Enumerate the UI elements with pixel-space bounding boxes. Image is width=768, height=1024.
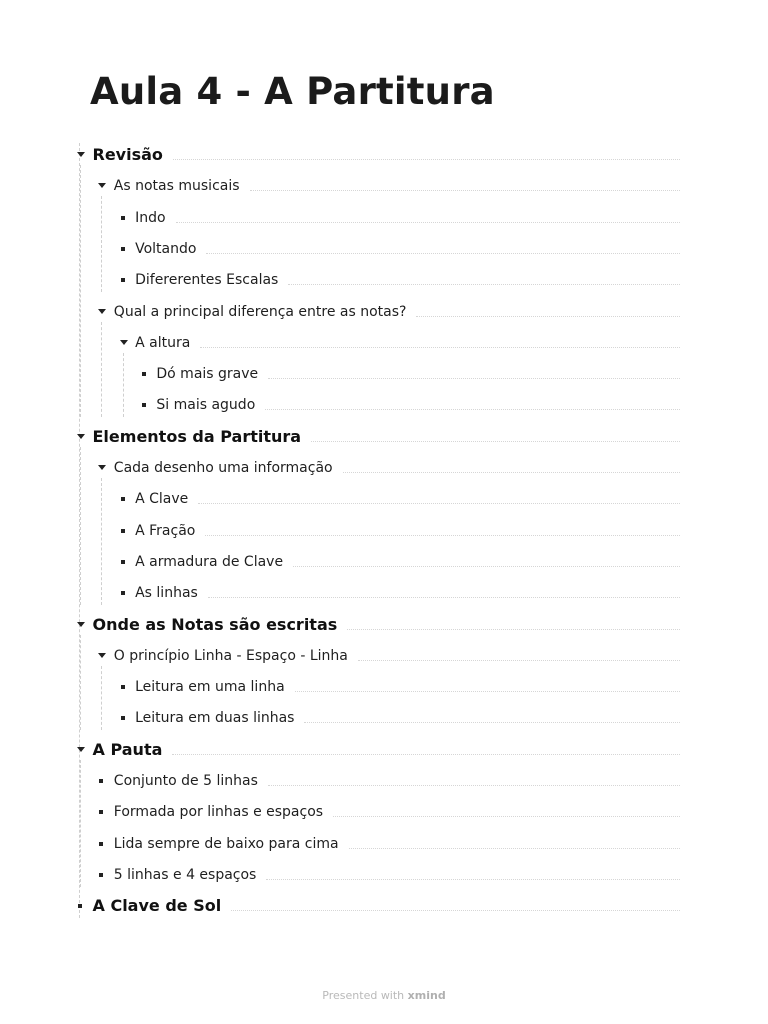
outline-subtopic[interactable] — [0, 579, 768, 607]
outline-subtopic[interactable] — [0, 861, 768, 889]
outline-item-label: Conjunto de 5 linhas — [113, 773, 258, 789]
outline-subtopic[interactable] — [0, 485, 768, 513]
row-divider — [333, 816, 680, 817]
footer — [0, 989, 768, 1002]
outline-subtopic[interactable] — [0, 798, 768, 826]
outline-topic[interactable] — [0, 892, 768, 920]
collapse-toggle-icon[interactable] — [97, 307, 107, 317]
outline-item-label: Revisão — [92, 145, 163, 164]
outline-item-label: Voltando — [135, 240, 197, 257]
bullet-icon — [99, 842, 103, 846]
outline-item-label: Qual a principal diferença entre as notas? — [113, 303, 407, 320]
outline-topic[interactable] — [0, 611, 768, 639]
outline-item-label: Elementos da Partitura — [92, 426, 302, 446]
bullet-icon — [121, 216, 125, 220]
row-divider — [198, 503, 680, 504]
bullet-icon — [121, 685, 125, 689]
bullet-icon — [121, 560, 125, 564]
collapse-toggle-icon[interactable] — [76, 745, 86, 755]
tree-guide-line — [101, 322, 102, 418]
outline-subtopic[interactable] — [0, 548, 768, 576]
outline-item-label: A altura — [135, 334, 191, 351]
tree-guide-line — [80, 165, 81, 417]
outline-item-label: A Clave de Sol — [92, 896, 222, 916]
outline-topic[interactable] — [0, 736, 768, 764]
outline-item-label: 5 linhas e 4 espaços — [113, 866, 257, 883]
outline-subtopic[interactable] — [0, 830, 768, 858]
outline-subtopic[interactable] — [0, 329, 768, 357]
bullet-icon — [121, 497, 125, 501]
outline-subtopic[interactable] — [0, 704, 768, 732]
outline-subtopic[interactable] — [0, 673, 768, 701]
tree-guide-line — [123, 353, 124, 418]
outline-item-label: Formada por linhas e espaços — [113, 804, 324, 821]
outline-item-label: Dó mais grave — [156, 366, 259, 383]
row-divider — [206, 253, 680, 254]
outline-item-label: A Clave — [135, 491, 189, 508]
collapse-toggle-icon[interactable] — [119, 338, 129, 348]
row-divider — [358, 660, 680, 661]
outline-item-label: Difererentes Escalas — [135, 272, 279, 289]
outline-item-label: Cada desenho uma informação — [113, 460, 333, 476]
outline-item-label: Si mais agudo — [156, 397, 256, 414]
tree-guide-line — [80, 635, 81, 731]
bullet-icon — [142, 403, 146, 407]
outline-item-label: Leitura em uma linha — [135, 679, 285, 696]
collapse-toggle-icon[interactable] — [76, 150, 86, 160]
tree-guide-line — [101, 666, 102, 731]
row-divider — [349, 848, 680, 849]
row-divider — [295, 691, 680, 692]
outline-subtopic[interactable] — [0, 266, 768, 294]
collapse-toggle-icon[interactable] — [97, 181, 107, 191]
tree-guide-line — [101, 478, 102, 605]
outline-topic[interactable] — [0, 141, 768, 169]
outline-subtopic[interactable] — [0, 767, 768, 795]
outline-item-label: A Fração — [135, 522, 196, 539]
outline-subtopic[interactable] — [0, 391, 768, 419]
row-divider — [265, 409, 680, 410]
bullet-icon — [121, 247, 125, 251]
row-divider — [266, 879, 680, 880]
outline-subtopic[interactable] — [0, 517, 768, 545]
outline-item-label: Onde as Notas são escritas — [92, 614, 338, 634]
outline-item-label: O princípio Linha - Espaço - Linha — [113, 647, 348, 664]
tree-guide-line — [80, 760, 81, 887]
outline-subtopic[interactable] — [0, 235, 768, 263]
row-divider — [343, 472, 680, 473]
page-title: Aula 4 - A Partitura — [90, 70, 495, 113]
bullet-icon — [142, 372, 146, 376]
outline-item-label: Leitura em duas linhas — [135, 710, 295, 727]
collapse-toggle-icon[interactable] — [97, 463, 107, 473]
row-divider — [288, 284, 680, 285]
collapse-toggle-icon[interactable] — [97, 651, 107, 661]
bullet-icon — [121, 529, 125, 533]
row-divider — [205, 535, 680, 536]
row-divider — [293, 566, 680, 567]
outline-subtopic[interactable] — [0, 298, 768, 326]
outline-item-label: Indo — [135, 209, 166, 226]
row-divider — [347, 629, 680, 630]
bullet-icon — [121, 591, 125, 595]
outline-subtopic[interactable] — [0, 360, 768, 388]
bullet-icon — [121, 716, 125, 720]
row-divider — [416, 316, 680, 317]
outline-subtopic[interactable] — [0, 454, 768, 482]
row-divider — [200, 347, 680, 348]
row-divider — [268, 378, 680, 379]
outline-subtopic[interactable] — [0, 642, 768, 670]
row-divider — [173, 159, 680, 160]
bullet-icon — [99, 873, 103, 877]
bullet-icon — [99, 810, 103, 814]
row-divider — [250, 190, 680, 191]
row-divider — [208, 597, 680, 598]
outline-item-label: A armadura de Clave — [135, 553, 284, 570]
row-divider — [176, 222, 680, 223]
bullet-icon — [78, 904, 82, 908]
tree-guide-line — [80, 447, 81, 606]
row-divider — [304, 722, 680, 723]
row-divider — [231, 910, 680, 911]
outline-item-label: As notas musicais — [113, 178, 240, 195]
row-divider — [268, 785, 680, 786]
tree-guide-line — [101, 196, 102, 292]
row-divider — [172, 754, 680, 755]
row-divider — [311, 441, 680, 442]
collapse-toggle-icon[interactable] — [76, 432, 86, 442]
collapse-toggle-icon[interactable] — [76, 620, 86, 630]
outline-item-label: A Pauta — [92, 739, 163, 759]
xmind-brand-logo[interactable]: xmind — [407, 989, 446, 1002]
bullet-icon — [99, 779, 103, 783]
bullet-icon — [121, 278, 125, 282]
outline-subtopic[interactable] — [0, 172, 768, 200]
outline-topic[interactable] — [0, 423, 768, 451]
outline-subtopic[interactable] — [0, 204, 768, 232]
footer-prefix: Presented with — [322, 989, 405, 1002]
outline-item-label: As linhas — [135, 585, 198, 602]
outline-item-label: Lida sempre de baixo para cima — [113, 835, 339, 852]
